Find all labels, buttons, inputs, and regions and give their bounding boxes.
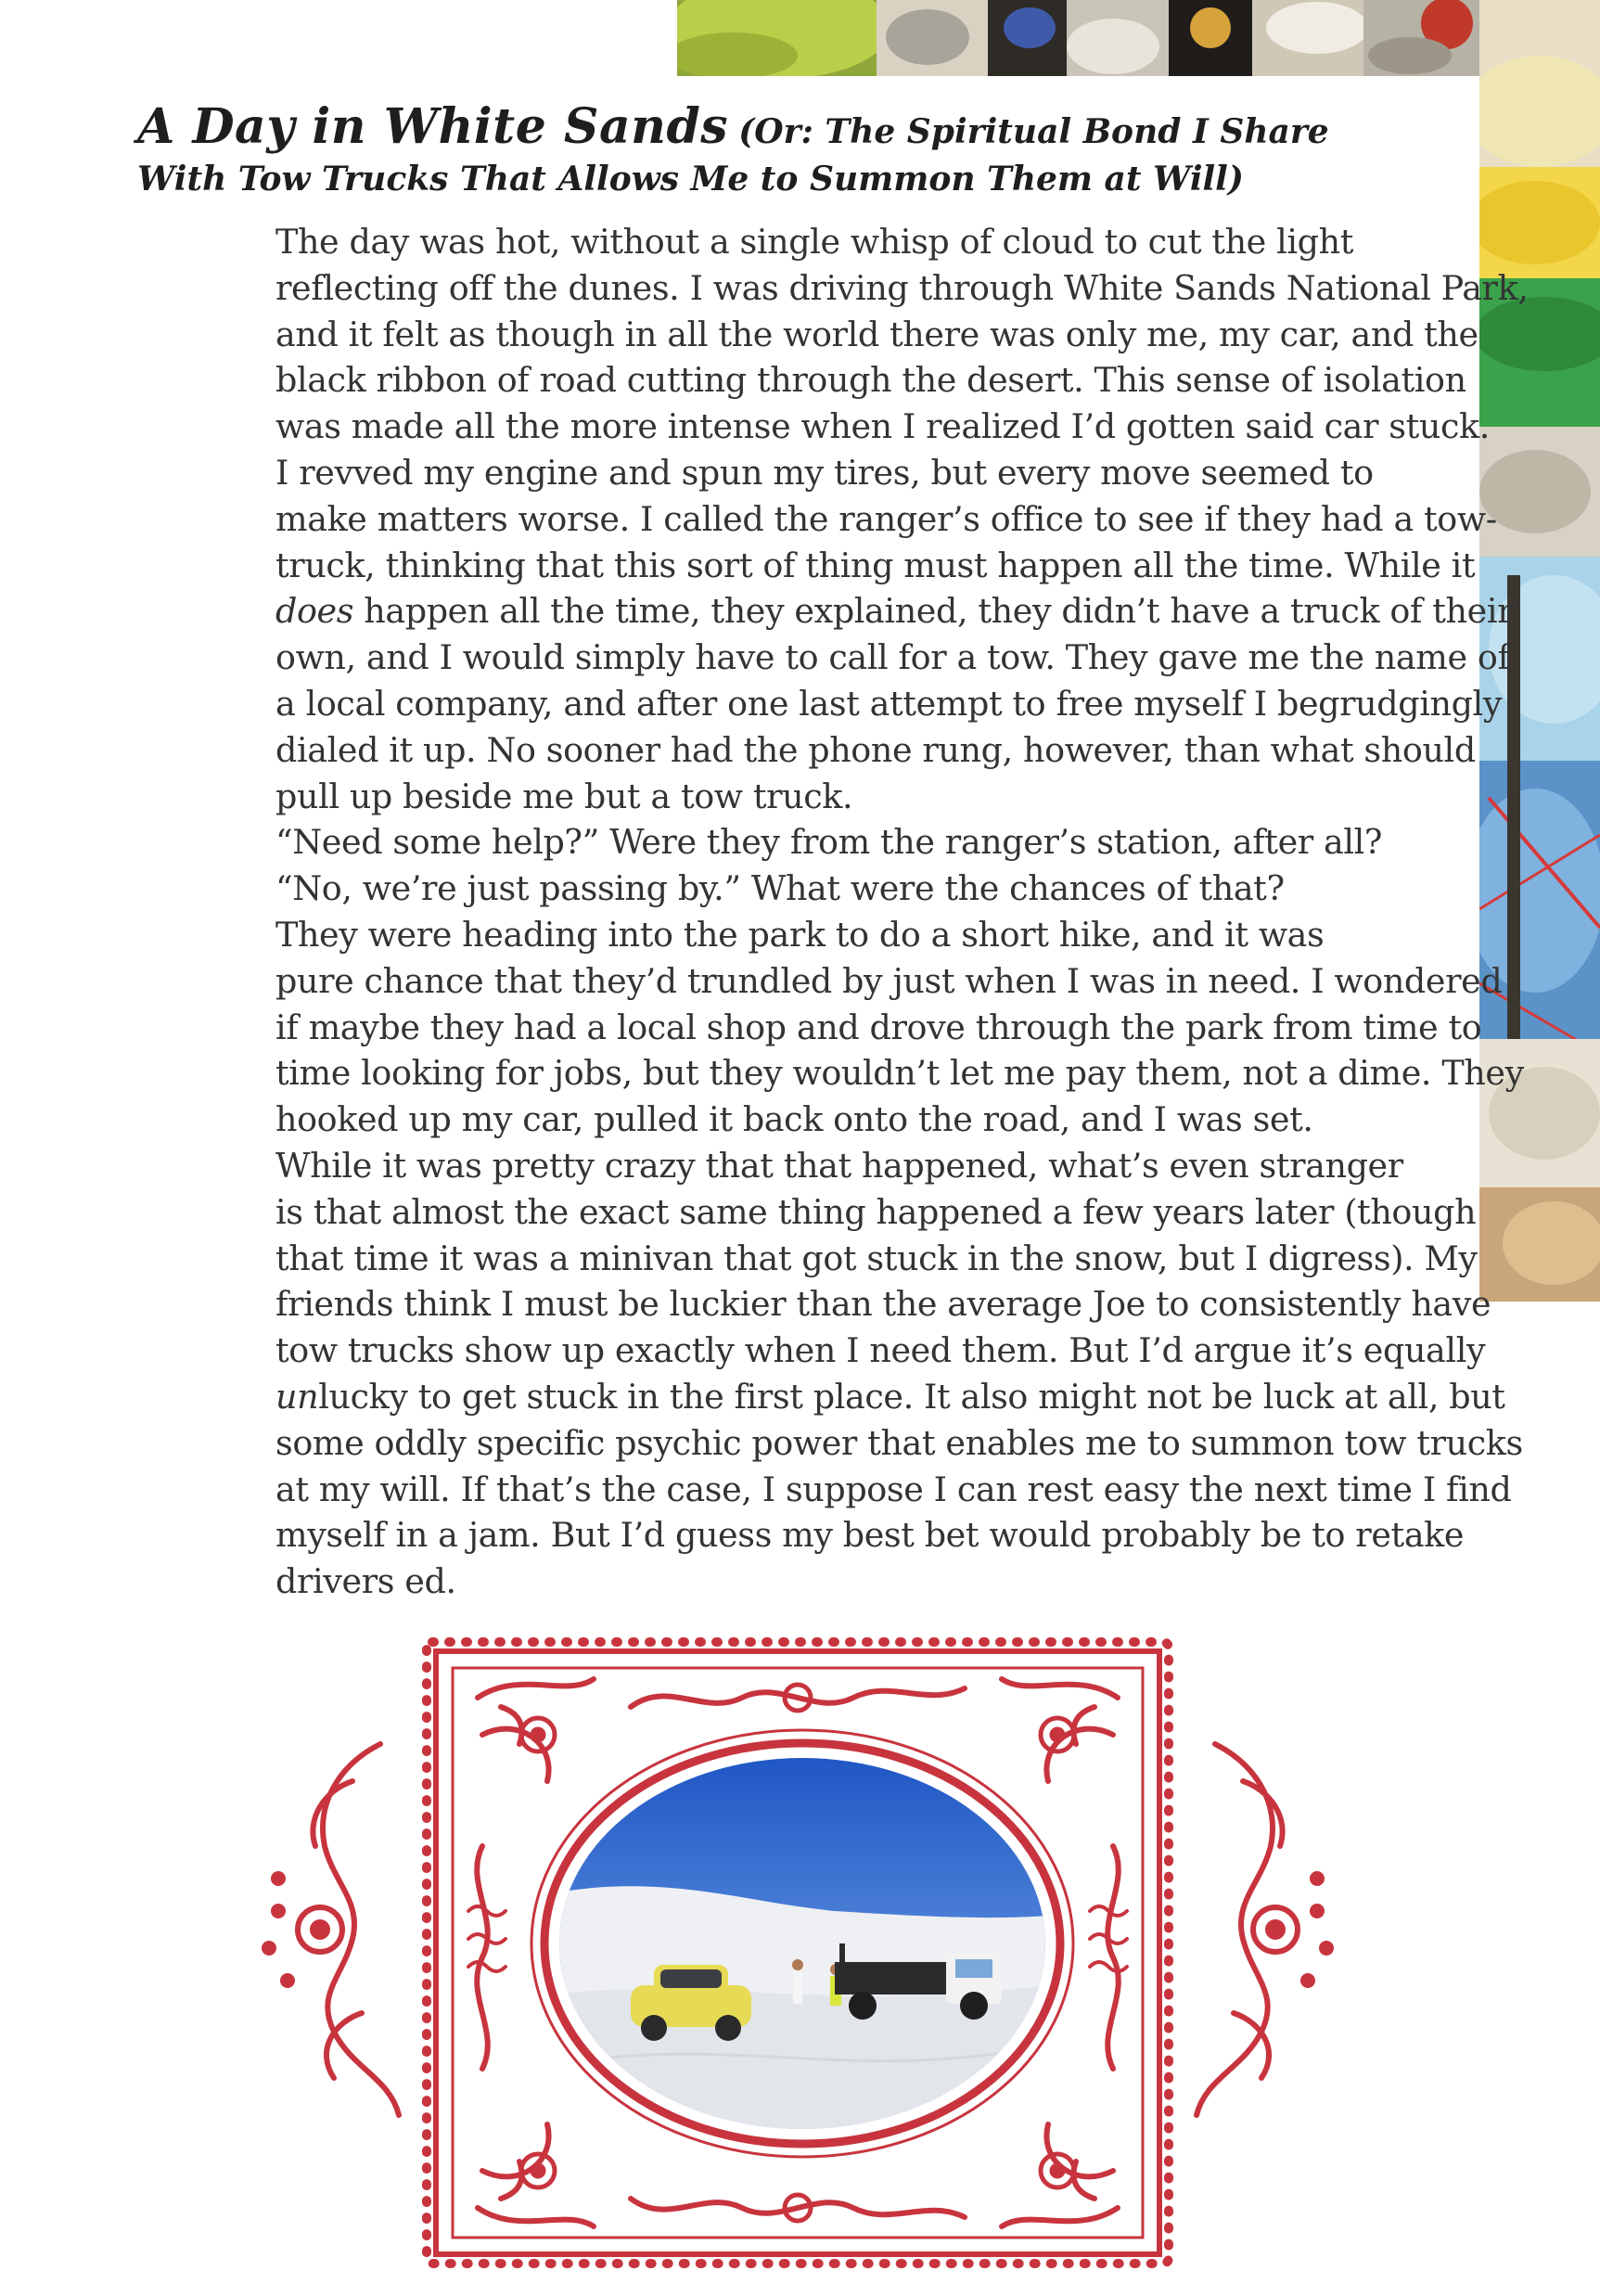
left-side-ornament [264, 1744, 399, 2115]
text-line: pure chance that they’d trundled by just when I was in need. I wondered [275, 960, 1503, 1001]
text-line: “Need some help?” Were they from the ranger’s station, after all? [275, 822, 1383, 863]
text-line: While it was pretty crazy that that happened, what’s even stranger [275, 1145, 1403, 1186]
text-line: at my will. If that’s the case, I suppose I can rest easy the next time I find [275, 1469, 1512, 1509]
text-line: drivers ed. [275, 1561, 456, 1602]
text-line-rest: happen all the time, they explained, they didn’t have a truck of their [353, 591, 1514, 632]
text-line: black ribbon of road cutting through the desert. This sense of isolation [275, 360, 1466, 401]
right-side-ornament [1197, 1744, 1331, 2115]
text-line: They were heading into the park to do a short hike, and it was [275, 914, 1325, 955]
text-line: and it felt as though in all the world there was only me, my car, and the [275, 314, 1478, 354]
text-line: is that almost the exact same thing happened a few years later (though [275, 1191, 1477, 1232]
text-line: that time it was a minivan that got stuck in the snow, but I digress). My [275, 1238, 1478, 1278]
text-line: reflecting off the dunes. I was driving through White Sands National Park, [275, 267, 1529, 308]
title-subtitle-line1: (Or: The Spiritual Bond I Share [738, 112, 1329, 151]
text-line: hooked up my car, pulled it back onto the road, and I was set. [275, 1099, 1313, 1140]
title-main: A Day in White Sands [137, 98, 729, 155]
text-line: make matters worse. I called the ranger’s office to see if they had a tow- [275, 498, 1497, 539]
emphasis-does: does [275, 591, 354, 632]
text-line: own, and I would simply have to call for a tow. They gave me the name of [275, 637, 1510, 678]
text-line: “No, we’re just passing by.” What were the chances of that? [275, 868, 1285, 909]
text-line: truck, thinking that this sort of thing must happen all the time. While it [275, 545, 1476, 585]
text-line-rest: lucky to get stuck in the first place. It also might not be luck at all, but [318, 1376, 1505, 1417]
text-line: friends think I must be luckier than the average Joe to consistently have [275, 1284, 1491, 1325]
car-stuck-photo [557, 1753, 1048, 2134]
text-line: I revved my engine and spun my tires, but every move seemed to [275, 452, 1374, 493]
text-line: pull up beside me but a tow truck. [275, 776, 853, 816]
text-line: dialed it up. No sooner had the phone rung, however, than what should [275, 729, 1476, 770]
text-line: some oddly specific psychic power that enables me to summon tow trucks [275, 1422, 1523, 1463]
text-line: time looking for jobs, but they wouldn’t let me pay them, not a dime. They [275, 1053, 1524, 1094]
emphasis-un: un [275, 1376, 319, 1417]
text-line: a local company, and after one last attempt to free myself I begrudgingly [275, 683, 1503, 724]
text-line: tow trucks show up exactly when I need them. But I’d argue it’s equally [275, 1330, 1486, 1371]
text-line: The day was hot, without a single whisp of cloud to cut the light [275, 222, 1353, 262]
title-subtitle-line2: With Tow Trucks That Allows Me to Summon Them at Will) [137, 160, 1244, 199]
text-line: if maybe they had a local shop and drove through the park from time to [275, 1007, 1482, 1047]
text-line: was made all the more intense when I realized I’d gotten said car stuck. [275, 406, 1490, 447]
text-line: myself in a jam. But I’d guess my best bet would probably be to retake [275, 1515, 1465, 1556]
